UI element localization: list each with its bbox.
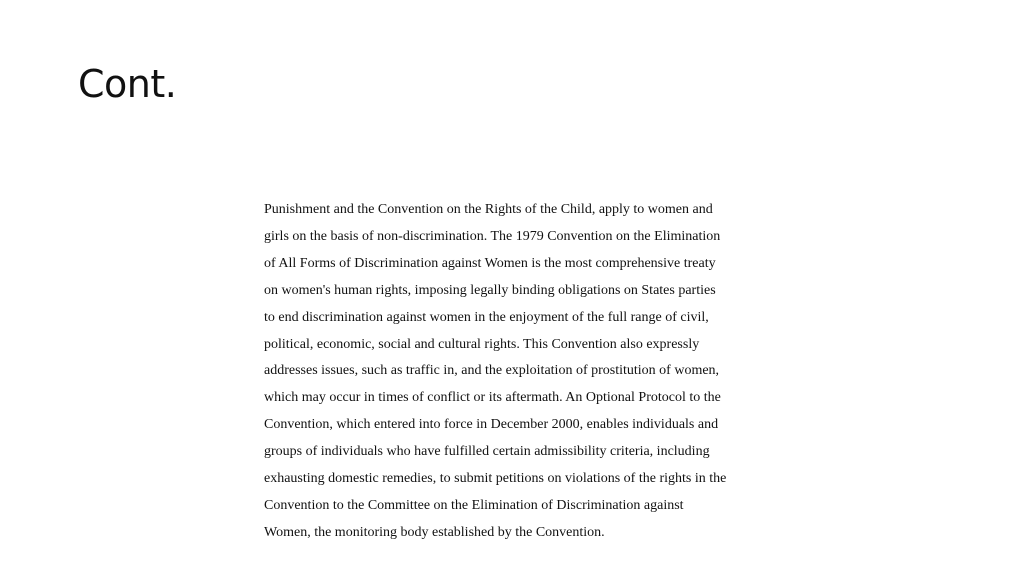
body-line: exhausting domestic remedies, to submit petitions on violations of the rights in the xyxy=(264,471,727,487)
body-line: groups of individuals who have fulfilled certain admissibility criteria, including xyxy=(264,444,710,460)
body-line: Punishment and the Convention on the Rights of the Child, apply to women and xyxy=(264,202,713,217)
body-line: Convention, which entered into force in December 2000, enables individuals and xyxy=(264,417,719,433)
body-line: political, economic, social and cultural rights. This Convention also expressly xyxy=(264,336,700,352)
slide-title: Cont. xyxy=(78,62,177,106)
body-paragraph xyxy=(264,197,784,547)
body-line: girls on the basis of non-discrimination. The 1979 Convention on the Elimination xyxy=(264,228,721,244)
body-line: addresses issues, such as traffic in, and the exploitation of prostitution of women, xyxy=(264,363,720,379)
body-line: of All Forms of Discrimination against Women is the most comprehensive treaty xyxy=(264,255,716,271)
body-line: to end discrimination against women in the enjoyment of the full range of civil, xyxy=(264,309,709,325)
body-line: which may occur in times of conflict or its aftermath. An Optional Protocol to the xyxy=(264,390,721,406)
body-line: Convention to the Committee on the Elimination of Discrimination against xyxy=(264,497,684,513)
body-line: Women, the monitoring body established by the Convention. xyxy=(264,524,605,540)
body-line: on women's human rights, imposing legally binding obligations on States parties xyxy=(264,282,716,298)
